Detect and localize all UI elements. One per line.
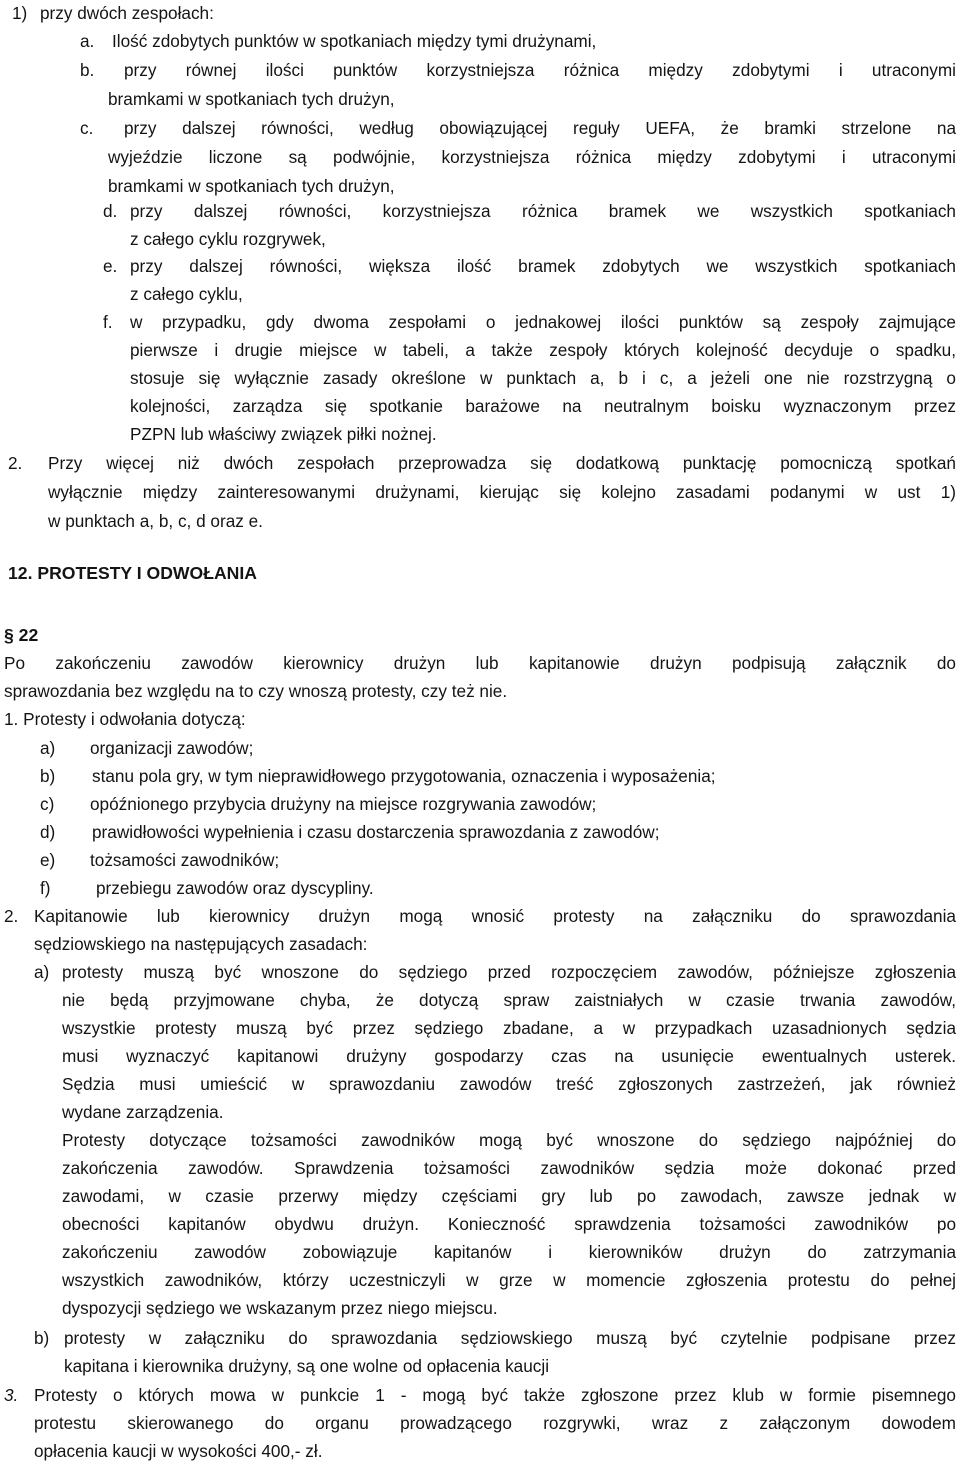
section-heading: 12. PROTESTY I ODWOŁANIA [8,563,257,583]
point-3-line: protestu skierowanego do organu prowadzącego rozgrywki, wraz z załączonym dowodem [34,1413,956,1433]
point-2a-line: wydane zarządzenia. [62,1102,224,1122]
point-2a-line: obecności kapitanów obydwu drużyn. Konieczność sprawdzenia tożsamości zawodników po [62,1214,956,1234]
item-b-line: bramkami w spotkaniach tych drużyn, [108,89,395,109]
point-2a-line: zakończeniu zawodów zobowiązuje kapitanów i kierowników drużyn do zatrzymania [62,1242,956,1262]
point-3-label: 3. [4,1385,19,1405]
item-d-line: przy dalszej równości, korzystniejsza różnica bramek we wszystkich spotkaniach [130,201,956,221]
point-2b-line: protesty w załączniku do sprawozdania sędziowskiego muszą być czytelnie podpisane przez [64,1328,956,1348]
point-2a-line: protesty muszą być wnoszone do sędziego przed rozpoczęciem zawodów, późniejsze zgłoszenia [62,962,956,982]
item-c-line: wyjeździe liczone są podwójnie, korzystniejsza różnica między zdobytymi i utraconymi [108,147,956,167]
list-item-label: f) [40,878,51,898]
item-e-label: e. [103,256,118,276]
list-item-text: stanu pola gry, w tym nieprawidłowego przygotowania, oznaczenia i wyposażenia; [92,766,716,786]
point-2a-line: wszystkie protesty muszą być przez sędziego zbadane, a w przypadkach uzasadnionych sędzia [62,1018,956,1038]
item-f-label: f. [103,312,113,332]
item-2-line: w punktach a, b, c, d oraz e. [48,511,263,531]
item-d-line: z całego cyklu rozgrywek, [130,229,326,249]
item-c-line: przy dalszej równości, według obowiązującej reguły UEFA, że bramki strzelone na [124,118,956,138]
list-item-label: a) [40,738,56,758]
item-c-label: c. [80,118,94,138]
point-1-heading: 1. Protesty i odwołania dotyczą: [4,709,246,729]
item-e-line: z całego cyklu, [130,284,243,304]
point-2b-line: kapitana i kierownika drużyny, są one wolne od opłacenia kaucji [64,1356,550,1376]
point-2a-line: musi wyznaczyć kapitanowi drużyny gospodarzy czas na usunięcie ewentualnych usterek. [62,1046,956,1066]
list-item-label: d) [40,822,56,842]
point-2a-line: wszystkich zawodników, którzy uczestniczyli w grze w momencie zgłoszenia protestu do pełnej [62,1270,956,1290]
item-b-line: przy równej ilości punktów korzystniejsza różnica między zdobytymi i utraconymi [124,60,956,80]
item-c-line: bramkami w spotkaniach tych drużyn, [108,176,395,196]
list-item-text: prawidłowości wypełnienia i czasu dostarczenia sprawozdania z zawodów; [92,822,660,842]
point-2a-line: nie będą przyjmowane chyba, że dotyczą spraw zaistniałych w czasie trwania zawodów, [62,990,956,1010]
list-item-text: opóźnionego przybycia drużyny na miejsce rozgrywania zawodów; [90,794,597,814]
item-f-line: stosuje się wyłącznie zasady określone w punktach a, b i c, a jeżeli one nie rozstrzygną o [130,368,956,388]
paragraph-number: § 22 [4,625,39,645]
list-item-label: b) [40,766,56,786]
list-item-text: przebiegu zawodów oraz dyscypliny. [96,878,374,898]
item-1-text: przy dwóch zespołach: [40,3,214,23]
point-2a-line: dyspozycji sędziego we wskazanym przez niego miejscu. [62,1298,498,1318]
point-2b-label: b) [34,1328,50,1348]
item-f-line: kolejności, zarządza się spotkanie barażowe na neutralnym boisku wyznaczonym przez [130,396,956,416]
item-b-label: b. [80,60,95,80]
point-2a-line: Protesty dotyczące tożsamości zawodników mogą być wnoszone do sędziego najpóźniej do [62,1130,956,1150]
point-2-line: sędziowskiego na następujących zasadach: [34,934,368,954]
item-1-label: 1) [12,3,28,23]
item-f-line: w przypadku, gdy dwoma zespołami o jednakowej ilości punktów są zespoły zajmujące [130,312,956,332]
point-2a-label: a) [34,962,50,982]
item-2-label: 2. [8,453,23,473]
item-d-label: d. [103,201,118,221]
item-e-line: przy dalszej równości, większa ilość bramek zdobytych we wszystkich spotkaniach [130,256,956,276]
point-3-line: opłacenia kaucji w wysokości 400,- zł. [34,1441,323,1461]
item-2-line: Przy więcej niż dwóch zespołach przeprowadza się dodatkową punktację pomocniczą spotkań [48,453,956,473]
item-f-line: pierwsze i drugie miejsce w tabeli, a także zespoły których kolejność decyduje o spadku, [130,340,956,360]
intro-line: sprawozdania bez względu na to czy wnoszą protesty, czy też nie. [4,681,508,701]
list-item-text: organizacji zawodów; [90,738,254,758]
list-item-label: e) [40,850,56,870]
point-2a-line: Sędzia musi umieścić w sprawozdaniu zawodów treść zgłoszonych zastrzeżeń, jak również [62,1074,956,1094]
item-2-line: wyłącznie między zainteresowanymi drużynami, kierując się kolejno zasadami podanymi w ust 1) [48,482,956,502]
list-item-label: c) [40,794,55,814]
list-item-text: tożsamości zawodników; [90,850,280,870]
intro-line: Po zakończeniu zawodów kierownicy drużyn lub kapitanowie drużyn podpisują załącznik do [4,653,956,673]
point-2a-line: zawodami, w czasie przerwy między częściami gry lub po zawodach, zawsze jednak w [62,1186,956,1206]
item-a-text: Ilość zdobytych punktów w spotkaniach między tymi drużynami, [112,31,597,51]
point-2-line: Kapitanowie lub kierownicy drużyn mogą wnosić protesty na załączniku do sprawozdania [34,906,956,926]
point-2-label: 2. [4,906,19,926]
point-3-line: Protesty o których mowa w punkcie 1 - mogą być także zgłoszone przez klub w formie pisemnego [34,1385,956,1405]
point-2a-line: zakończenia zawodów. Sprawdzenia tożsamości zawodników sędzia może dokonać przed [62,1158,956,1178]
item-f-line: PZPN lub właściwy związek piłki nożnej. [130,424,437,444]
item-a-label: a. [80,31,95,51]
